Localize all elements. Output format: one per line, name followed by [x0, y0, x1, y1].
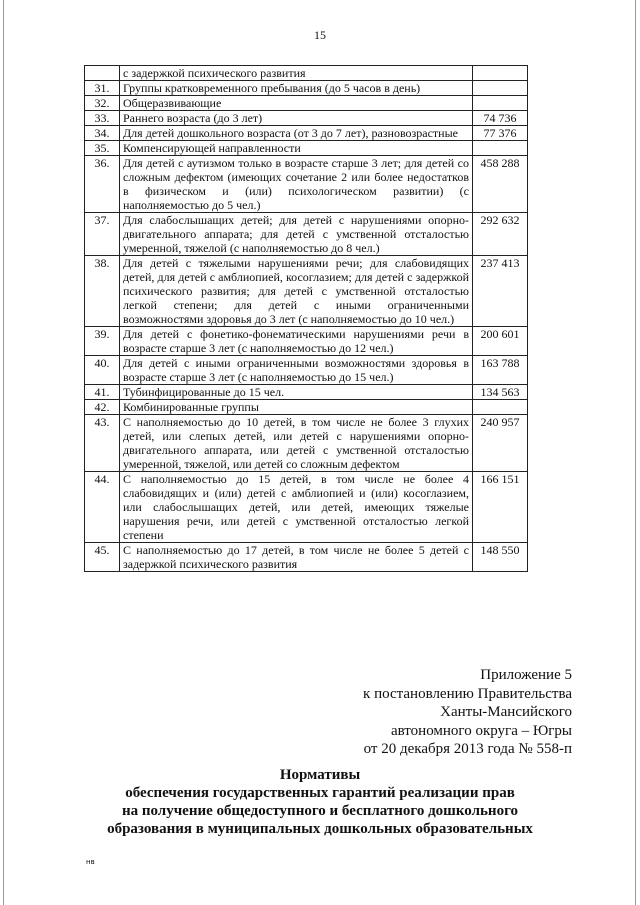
row-description: с задержкой психического развития — [120, 66, 473, 81]
row-description: Тубинфицированные до 15 чел. — [120, 385, 473, 400]
row-number: 39. — [85, 327, 120, 356]
scan-edge-right — [635, 0, 636, 905]
row-value: 134 563 — [473, 385, 528, 400]
row-value: 166 151 — [473, 472, 528, 543]
row-description: Компенсирующей направленности — [120, 141, 473, 156]
row-number: 37. — [85, 213, 120, 256]
row-value: 458 288 — [473, 156, 528, 213]
row-value: 200 601 — [473, 327, 528, 356]
row-number: 43. — [85, 415, 120, 472]
row-number: 35. — [85, 141, 120, 156]
table-row — [85, 327, 528, 356]
table-row — [85, 111, 528, 126]
table-row — [85, 213, 528, 256]
row-description: Группы кратковременного пребывания (до 5 часов в день) — [120, 81, 473, 96]
row-value — [473, 66, 528, 81]
row-number: 45. — [85, 543, 120, 572]
document-title — [90, 766, 550, 838]
row-value: 163 788 — [473, 356, 528, 385]
row-description: Для детей дошкольного возраста (от 3 до 7 лет), разновозрастные — [120, 126, 473, 141]
page-number: 15 — [314, 28, 326, 42]
row-number: 38. — [85, 256, 120, 327]
norms-table — [84, 65, 528, 572]
row-value: 240 957 — [473, 415, 528, 472]
row-description: Раннего возраста (до 3 лет) — [120, 111, 473, 126]
row-description: С наполняемостью до 15 детей, в том числе не более 4 слабовидящих и (или) детей с амблиопией и (или) косоглазием, или слабослышащих детей, или детей, имеющих тяжелые нарушения речи, или детей с умственной отсталостью легкой степени — [120, 472, 473, 543]
table-row — [85, 81, 528, 96]
row-value: 237 413 — [473, 256, 528, 327]
table-row — [85, 156, 528, 213]
table-row — [85, 96, 528, 111]
row-value — [473, 400, 528, 415]
norms-table-body — [85, 66, 528, 572]
appendix-line: от 20 декабря 2013 года № 558-п — [363, 741, 572, 757]
table-row — [85, 472, 528, 543]
row-value: 148 550 — [473, 543, 528, 572]
table-row — [85, 256, 528, 327]
row-number: 42. — [85, 400, 120, 415]
row-value: 74 736 — [473, 111, 528, 126]
row-description: Для слабослышащих детей; для детей с нарушениями опорно-двигательного аппарата; для детей с умственной отсталостью умеренной, тяжелой (с наполняемостью до 8 чел.) — [120, 213, 473, 256]
row-value: 292 632 — [473, 213, 528, 256]
row-number: 40. — [85, 356, 120, 385]
title-line: Нормативы — [279, 767, 361, 783]
row-value — [473, 141, 528, 156]
title-line: образования в муниципальных дошкольных образовательных — [107, 821, 533, 837]
table-row — [85, 385, 528, 400]
row-number: 32. — [85, 96, 120, 111]
row-number — [85, 66, 120, 81]
table-row — [85, 126, 528, 141]
table-row — [85, 66, 528, 81]
row-value — [473, 81, 528, 96]
appendix-line: автономного округа – Югры — [390, 722, 572, 739]
row-number: 34. — [85, 126, 120, 141]
row-description: Для детей с иными ограниченными возможностями здоровья в возрасте старше 3 лет (с наполняемостью до 15 чел.) — [120, 356, 473, 385]
row-number: 41. — [85, 385, 120, 400]
appendix-line: к постановлению Правительства — [363, 685, 572, 702]
table-row — [85, 543, 528, 572]
row-description: Комбинированные группы — [120, 400, 473, 415]
table-row — [85, 415, 528, 472]
footer-initials: нв — [86, 858, 95, 866]
row-number: 31. — [85, 81, 120, 96]
row-number: 44. — [85, 472, 120, 543]
table-row — [85, 400, 528, 415]
title-line: на получение общедоступного и бесплатного дошкольного — [121, 803, 519, 819]
appendix-block — [363, 666, 572, 759]
row-value — [473, 96, 528, 111]
row-description: Для детей с тяжелыми нарушениями речи; для слабовидящих детей, для детей с амблиопией, косоглазием; для детей с задержкой психического развития; для детей с умственной отсталостью легкой степени; для детей с иными ограниченными возможностями здоровья до 3 лет (с наполняемостью до 10 чел.) — [120, 256, 473, 327]
row-description: Для детей с аутизмом только в возрасте старше 3 лет; для детей со сложным дефектом (имеющих сочетание 2 или более недостатков в физическом и (или) психологическом развитии) (с наполняемостью до 5 чел.) — [120, 156, 473, 213]
row-description: Для детей с фонетико-фонематическими нарушениями речи в возрасте старше 3 лет (с наполняемостью до 12 чел.) — [120, 327, 473, 356]
table-row — [85, 141, 528, 156]
appendix-line: Ханты-Мансийского — [440, 704, 572, 720]
table-row — [85, 356, 528, 385]
row-description: С наполняемостью до 17 детей, в том числе не более 5 детей с задержкой психического развития — [120, 543, 473, 572]
row-number: 33. — [85, 111, 120, 126]
scan-edge-left — [3, 0, 4, 905]
row-number: 36. — [85, 156, 120, 213]
appendix-line: Приложение 5 — [480, 667, 572, 683]
row-description: Общеразвивающие — [120, 96, 473, 111]
row-description: С наполняемостью до 10 детей, в том числе не более 3 глухих детей, или слепых детей, или детей с нарушениями опорно-двигательного аппарата, или детей с умственной отсталостью умеренной, тяжелой, или детей со сложным дефектом — [120, 415, 473, 472]
row-value: 77 376 — [473, 126, 528, 141]
title-line: обеспечения государственных гарантий реализации прав — [125, 785, 515, 801]
